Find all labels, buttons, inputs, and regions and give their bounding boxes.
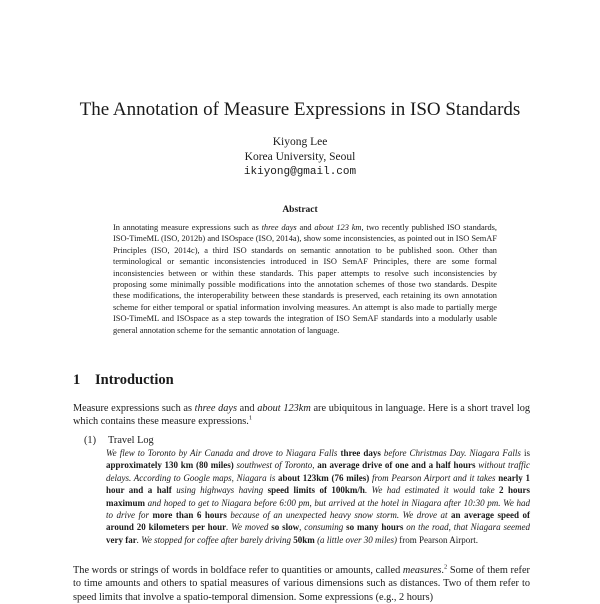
- text-segment: an average drive of one and a half hours: [314, 460, 476, 471]
- text-segment: on the road, that Niagara seemed: [403, 522, 531, 533]
- text-segment: and: [296, 223, 315, 232]
- text-segment: southwest of Toronto,: [233, 460, 315, 471]
- example-label: [84, 434, 154, 447]
- text-segment: about 123km: [257, 403, 311, 414]
- text-segment: and it takes: [450, 472, 499, 483]
- text-segment: , consuming: [299, 522, 347, 533]
- section-title: Introduction: [95, 372, 174, 388]
- text-segment: . We stopped for coffee after barely driving: [136, 534, 294, 545]
- text-segment: are ubiquitous in language. Here is a short travel log which contains these measure expressions.: [73, 403, 530, 428]
- body-paragraph: [73, 564, 530, 604]
- text-segment: . We moved: [226, 522, 272, 533]
- text-segment: In annotating measure expressions such as: [113, 223, 262, 232]
- text-segment: approximately 130 km (80 miles): [106, 460, 234, 471]
- abstract-body: [113, 222, 497, 336]
- text-segment: because of an unexpected heavy snow storm. We drove at: [226, 510, 451, 521]
- text-segment: and hoped to get to Niagara before 6:00 pm, but arrived at the hotel in Niagara after 10:30 pm. We had to drive for: [106, 497, 530, 521]
- text-segment: without traffic delays. According to Google maps, Niagara is: [106, 460, 530, 483]
- text-segment: The words or strings of words in boldface refer to quantities or amounts, called: [73, 565, 403, 576]
- example-number: (1): [84, 435, 97, 446]
- author-name: Kiyong Lee: [272, 136, 328, 148]
- section-heading: [73, 371, 174, 389]
- example-travel-log: [106, 447, 530, 546]
- text-segment: about 123 km: [314, 223, 362, 232]
- text-segment: three days: [194, 403, 237, 414]
- section-number: 1: [73, 372, 81, 388]
- text-segment: so many hours: [346, 522, 404, 533]
- text-segment: , two recently published ISO standards, ISO-TimeML (ISO, 2012b) and ISOspace (ISO, 2014a), show some inconsistencies, as pointed out in ISO SemAF Principles (ISO, 2014c), a third ISO standards on semantic annotation to be published soon. Other than terminological or semantic inconsistencies introduced in ISO SemAF Principles, there are some formal inconsistencies between or within these standards. This paper attempts to resolve such inconsistencies by proposing some minimally possible modifications into the annotation schemes of those two standards. Despite these modifications, the interoperability between these standards is preserved, each retaining its own annotation scheme for either temporal or spatial information involving measures. An attempt is also made to partially merge ISO-TimeML and ISOspace as a step towards the integration of ISO SemAF standards into a modularly usable general annotation scheme for the semantic annotation of language.: [113, 223, 498, 335]
- text-segment: three days: [261, 223, 297, 232]
- text-segment: 50km: [293, 534, 315, 545]
- text-segment: more than 6 hours: [152, 510, 227, 521]
- text-segment: is: [520, 448, 530, 458]
- text-segment: (a little over 30 miles): [314, 534, 398, 545]
- text-segment: nearly 1 hour and a half: [106, 472, 530, 496]
- text-segment: Some of them refer to time amounts and others to spatial measures of various dimensions such as distances. Two of them refer to speed limits that involve a spatio-temporal dimension. Some expressions (e.g., 2 hours): [73, 565, 530, 603]
- text-segment: We flew to Toronto by Air Canada and drove to Niagara Falls: [106, 448, 341, 458]
- footnote-marker[interactable]: 2: [444, 563, 448, 571]
- text-segment: an average speed of around 20 kilometers per hour: [106, 510, 530, 533]
- text-segment: . We had estimated it would take: [364, 485, 500, 496]
- text-segment: .: [441, 565, 444, 576]
- text-segment: so slow: [271, 522, 300, 533]
- author-affiliation: Korea University, Seoul: [244, 151, 356, 163]
- text-segment: from Pearson Airport: [369, 472, 451, 483]
- text-segment: very far: [106, 534, 137, 545]
- text-segment: speed limits of 100km/h: [267, 485, 365, 496]
- paper-title: The Annotation of Measure Expressions in ISO Standards: [79, 99, 521, 120]
- footnote-marker[interactable]: 1: [248, 414, 253, 422]
- author-email[interactable]: ikiyong@gmail.com: [243, 166, 357, 178]
- text-segment: Measure expressions such as: [73, 403, 195, 414]
- example-title: Travel Log: [108, 435, 154, 446]
- text-segment: before Christmas Day. Niagara Falls: [380, 448, 521, 458]
- text-segment: 2 hours maximum: [106, 485, 530, 508]
- text-segment: about 123km (76 miles): [278, 472, 370, 483]
- abstract-text: [113, 222, 497, 336]
- text-segment: from Pearson Airport.: [397, 534, 479, 545]
- abstract-heading: Abstract: [282, 205, 318, 215]
- text-segment: three days: [340, 448, 381, 458]
- text-segment: using highways having: [171, 485, 268, 496]
- text-segment: and: [236, 403, 258, 414]
- intro-paragraph: [73, 402, 530, 429]
- text-segment: measures: [402, 565, 442, 576]
